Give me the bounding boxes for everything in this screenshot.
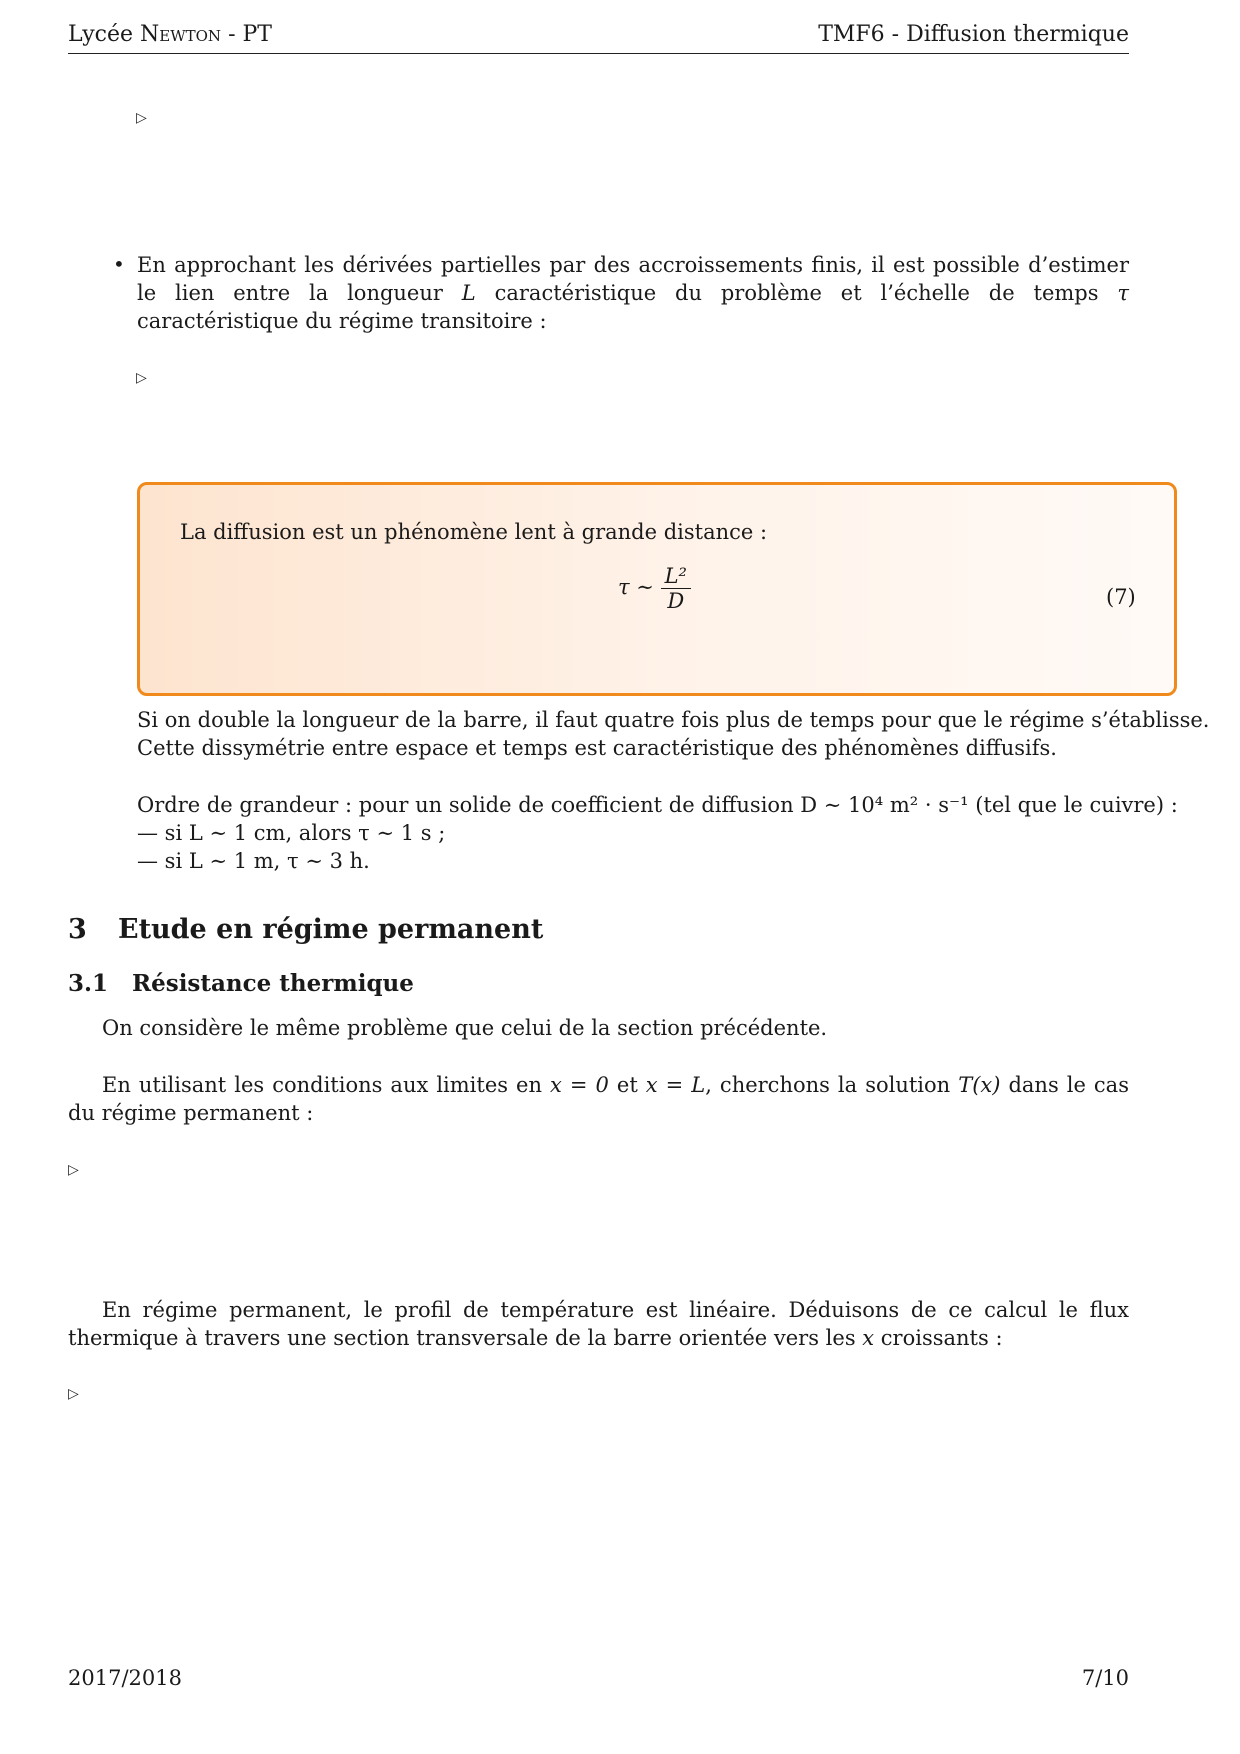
- formula-numerator: L²: [661, 564, 691, 589]
- bullet-var-L: L: [461, 281, 476, 305]
- orders-item-2: — si L ∼ 1 m, τ ∼ 3 h.: [137, 849, 370, 873]
- subsection-31-title: Résistance thermique: [132, 970, 414, 997]
- answer-marker-1: ▷: [136, 110, 147, 126]
- formula-denominator: D: [667, 589, 685, 613]
- footer-year: 2017/2018: [68, 1666, 182, 1690]
- bullet-var-tau: τ: [1117, 281, 1129, 305]
- header-class: - PT: [228, 22, 272, 47]
- p2-math-1: x = 0: [550, 1073, 609, 1097]
- after-box-line-1: Si on double la longueur de la barre, il faut quatre fois plus de temps pour que le régime s’établisse.: [137, 708, 1210, 732]
- paragraph-2: [68, 1071, 1129, 1127]
- p2-text-a: En utilisant les conditions aux limites en: [102, 1073, 551, 1097]
- footer-page-number: 7/10: [1081, 1666, 1129, 1690]
- formula-lhs: τ ∼: [618, 575, 654, 599]
- formula-fraction: [661, 564, 691, 613]
- p3-math: x: [862, 1326, 875, 1350]
- result-statement: La diffusion est un phénomène lent à grande distance :: [180, 520, 768, 544]
- header-school-name: Newton: [140, 22, 222, 47]
- bullet-symbol: •: [113, 252, 125, 276]
- paragraph-3: [68, 1296, 1129, 1352]
- header-doc-title: TMF6 - Diffusion thermique: [818, 22, 1129, 47]
- answer-marker-3: ▷: [68, 1162, 79, 1178]
- orders-intro: [137, 791, 1178, 819]
- after-box-line-2: Cette dissymétrie entre espace et temps est caractéristique des phénomènes diffusifs.: [137, 736, 1057, 760]
- answer-marker-2: ▷: [136, 370, 147, 386]
- result-formula: [618, 564, 691, 613]
- header-school: [68, 22, 272, 47]
- header-school-prefix: Lycée: [68, 22, 134, 47]
- p2-text-d: dans le cas du régime permanent :: [68, 1073, 1129, 1125]
- bullet-text-a: En approchant les dérivées partielles par des accroissements finis, il est possible d’estimer le lien entre la longueur: [137, 253, 1129, 305]
- header-rule: [68, 53, 1129, 54]
- p2-text-b: et: [608, 1073, 646, 1097]
- orders-intro-b: (tel que le cuivre) :: [968, 793, 1178, 817]
- bullet-text-c: caractéristique du régime transitoire :: [137, 309, 547, 333]
- p2-math-2: x = L: [645, 1073, 706, 1097]
- bullet-paragraph: [137, 251, 1129, 335]
- orders-intro-math: D ∼ 10⁴ m² · s⁻¹: [800, 793, 969, 817]
- answer-marker-4: ▷: [68, 1386, 79, 1402]
- section-3-number: 3: [68, 914, 87, 945]
- p3-text-b: croissants :: [874, 1326, 1003, 1350]
- section-3-title: Etude en régime permanent: [118, 914, 544, 945]
- orders-intro-a: Ordre de grandeur : pour un solide de coefficient de diffusion: [137, 793, 801, 817]
- paragraph-1: On considère le même problème que celui de la section précédente.: [102, 1016, 828, 1040]
- bullet-text-b: caractéristique du problème et l’échelle de temps: [475, 281, 1118, 305]
- p3-text-a: En régime permanent, le profil de température est linéaire. Déduisons de ce calcul le flux thermique à travers une section transversale de la barre orientée vers les: [68, 1298, 1129, 1350]
- orders-item-1: — si L ∼ 1 cm, alors τ ∼ 1 s ;: [137, 821, 446, 845]
- subsection-31-number: 3.1: [68, 970, 109, 997]
- p2-text-c: , cherchons la solution: [705, 1073, 959, 1097]
- p2-math-3: T(x): [958, 1073, 1001, 1097]
- equation-number: (7): [1106, 585, 1136, 609]
